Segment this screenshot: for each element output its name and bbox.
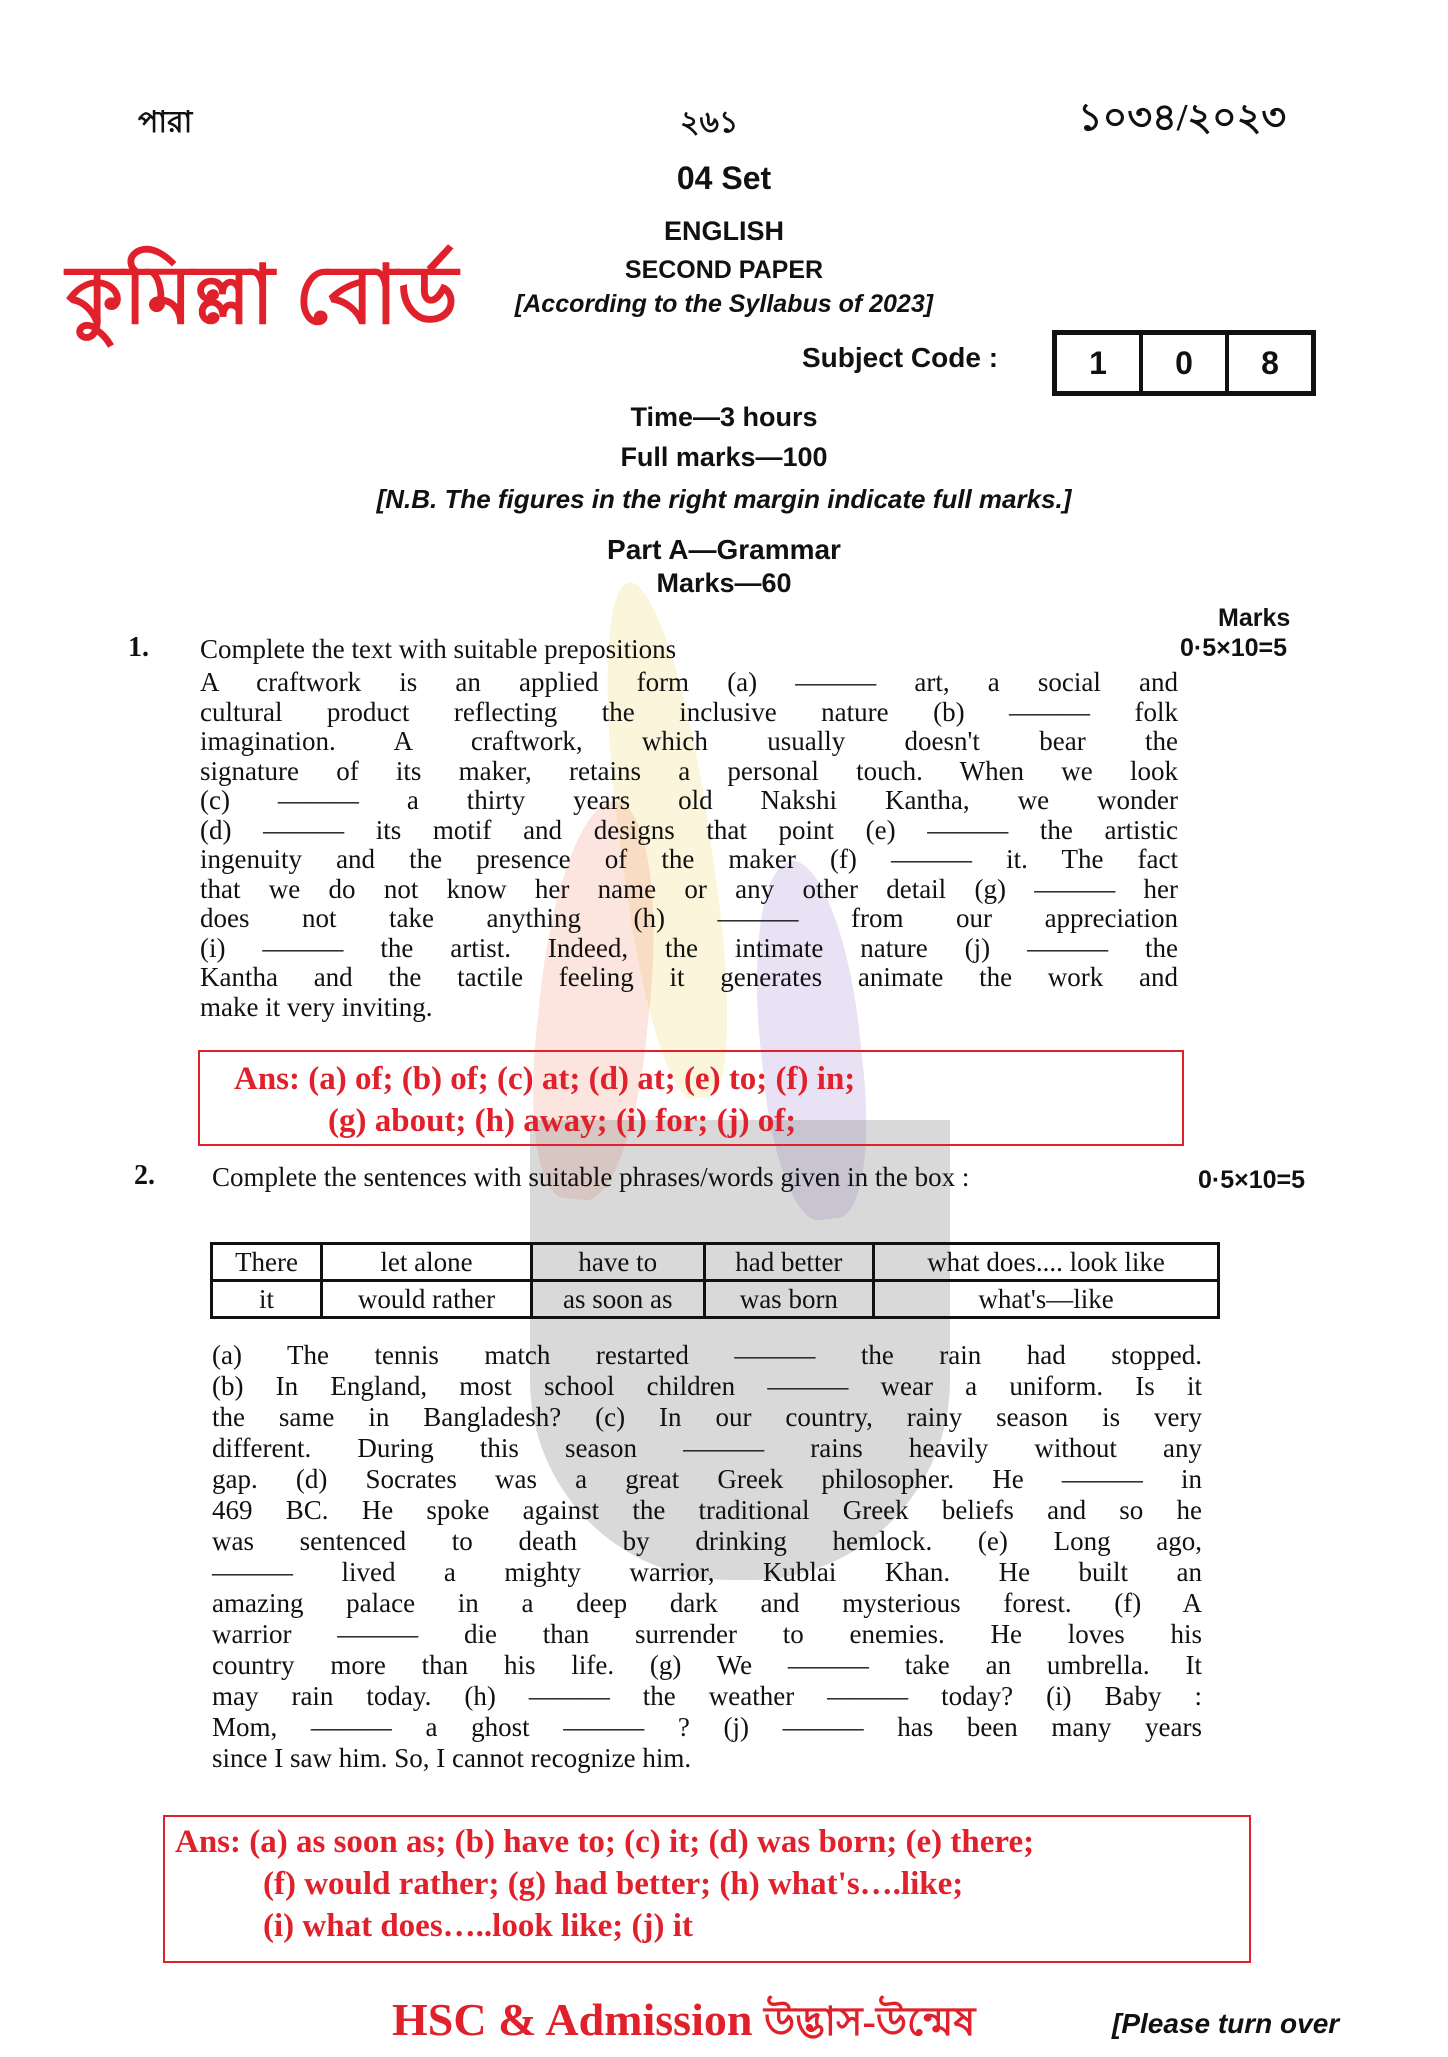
board-stamp: কুমিল্লা বোর্ড bbox=[66, 250, 459, 341]
q1-answer-box bbox=[198, 1050, 1184, 1146]
passage-line: ingenuity and the presence of the maker (f) ——— it. The fact bbox=[200, 844, 1178, 874]
passage-line: country more than his life. (g) We ——— take an umbrella. It bbox=[212, 1650, 1202, 1680]
q2-passage bbox=[212, 1340, 1202, 1774]
passage-line: since I saw him. So, I cannot recognize him. bbox=[212, 1743, 692, 1773]
paper-title: SECOND PAPER bbox=[624, 256, 824, 284]
page-code: ২৬১ bbox=[680, 106, 739, 139]
answer-line: (i) what does…..look like; (j) it bbox=[263, 1908, 693, 1944]
answer-line: (f) would rather; (g) had better; (h) what's….like; bbox=[263, 1866, 964, 1902]
phrase-cell: it bbox=[212, 1281, 322, 1318]
phrase-cell: was born bbox=[704, 1281, 874, 1318]
phrase-cell: what's—like bbox=[874, 1281, 1219, 1318]
passage-line: imagination. A craftwork, which usually doesn't bear the bbox=[200, 726, 1178, 756]
answer-line: Ans: (a) of; (b) of; (c) at; (d) at; (e) to; (f) in; bbox=[234, 1061, 856, 1097]
phrase-row bbox=[212, 1281, 1219, 1318]
passage-line: 469 BC. He spoke against the traditional Greek beliefs and so he bbox=[212, 1495, 1202, 1525]
phrase-cell: would rather bbox=[322, 1281, 532, 1318]
passage-line: ——— lived a mighty warrior, Kublai Khan. He built an bbox=[212, 1557, 1202, 1587]
passage-line: Mom, ——— a ghost ——— ? (j) ——— has been many years bbox=[212, 1712, 1202, 1742]
brand-name: HSC & Admission bbox=[392, 1994, 753, 2045]
answer-line: (g) about; (h) away; (i) for; (j) of; bbox=[328, 1103, 797, 1139]
passage-line: amazing palace in a deep dark and mysterious forest. (f) A bbox=[212, 1588, 1202, 1618]
q2-instruction: Complete the sentences with suitable phrases/words given in the box : bbox=[212, 1162, 970, 1192]
marks-note: [N.B. The figures in the right margin indicate full marks.] bbox=[376, 484, 1072, 514]
phrase-row bbox=[212, 1244, 1219, 1281]
part-title: Part A—Grammar bbox=[607, 534, 841, 565]
phrase-cell: as soon as bbox=[531, 1281, 704, 1318]
code-digit: 0 bbox=[1143, 335, 1229, 391]
phrase-cell: what does.... look like bbox=[874, 1244, 1219, 1281]
phrase-cell: had better bbox=[704, 1244, 874, 1281]
brand-name-bangla: উদ্ভাস-উন্মেষ bbox=[763, 1999, 976, 2044]
phrase-cell: There bbox=[212, 1244, 322, 1281]
q1-passage bbox=[200, 668, 1178, 1022]
passage-line: make it very inviting. bbox=[200, 991, 433, 1022]
paper-code: ১০৩৪/২০২৩ bbox=[1078, 97, 1287, 139]
q2-marks: 0·5×10=5 bbox=[1198, 1166, 1306, 1194]
subject-code-box bbox=[1052, 330, 1316, 396]
passage-line: different. During this season ——— rains heavily without any bbox=[212, 1433, 1202, 1463]
footer-brand bbox=[392, 1990, 975, 2057]
passage-line: signature of its maker, retains a personal touch. When we look bbox=[200, 755, 1178, 786]
answer-line: Ans: (a) as soon as; (b) have to; (c) it; (d) was born; (e) there; bbox=[175, 1824, 1035, 1860]
passage-line: (c) ——— a thirty years old Nakshi Kantha, we wonder bbox=[200, 785, 1178, 815]
code-digit: 8 bbox=[1261, 344, 1279, 381]
passage-line: was sentenced to death by drinking hemlock. (e) Long ago, bbox=[212, 1526, 1202, 1556]
full-marks: Full marks—100 bbox=[620, 442, 828, 472]
passage-line: (a) The tennis match restarted ——— the rain had stopped. bbox=[212, 1340, 1202, 1370]
passage-line: warrior ——— die than surrender to enemies. He loves his bbox=[212, 1619, 1202, 1649]
passage-line: may rain today. (h) ——— the weather ——— today? (i) Baby : bbox=[212, 1681, 1202, 1711]
phrase-box bbox=[210, 1242, 1220, 1319]
part-marks: Marks—60 bbox=[656, 568, 792, 598]
passage-line: cultural product reflecting the inclusive nature (b) ——— folk bbox=[200, 696, 1178, 727]
passage-line: that we do not know her name or any other detail (g) ——— her bbox=[200, 873, 1178, 904]
passage-line: (d) ——— its motif and designs that point (e) ——— the artistic bbox=[200, 814, 1178, 845]
passage-line: the same in Bangladesh? (c) In our country, rainy season is very bbox=[212, 1402, 1202, 1432]
marks-column-header: Marks bbox=[1218, 604, 1291, 632]
turn-over-note: [Please turn over bbox=[1112, 2008, 1340, 2039]
code-digit: 1 bbox=[1057, 335, 1143, 391]
passage-line: gap. (d) Socrates was a great Greek philosopher. He ——— in bbox=[212, 1464, 1202, 1494]
passage-line: (i) ——— the artist. Indeed, the intimate nature (j) ——— the bbox=[200, 932, 1178, 963]
corner-mark-left: পারা bbox=[138, 106, 193, 139]
time-limit: Time—3 hours bbox=[630, 402, 818, 432]
passage-line: Kantha and the tactile feeling it generates animate the work and bbox=[200, 962, 1178, 992]
passage-line: does not take anything (h) ——— from our appreciation bbox=[200, 903, 1178, 933]
syllabus-note: [According to the Syllabus of 2023] bbox=[514, 290, 934, 318]
subject-code-label: Subject Code : bbox=[802, 342, 999, 373]
passage-line: A craftwork is an applied form (a) ——— art, a social and bbox=[200, 667, 1178, 697]
passage-line: (b) In England, most school children ——— wear a uniform. Is it bbox=[212, 1371, 1202, 1401]
q1-instruction: Complete the text with suitable prepositions bbox=[200, 634, 677, 664]
q1-marks: 0·5×10=5 bbox=[1180, 634, 1288, 662]
phrase-cell: have to bbox=[531, 1244, 704, 1281]
q1-number: 1. bbox=[128, 632, 149, 663]
set-label: 04 Set bbox=[676, 160, 772, 196]
q2-answer-box bbox=[163, 1815, 1251, 1963]
q2-number: 2. bbox=[134, 1160, 155, 1191]
phrase-cell: let alone bbox=[322, 1244, 532, 1281]
subject-title: ENGLISH bbox=[663, 216, 784, 246]
